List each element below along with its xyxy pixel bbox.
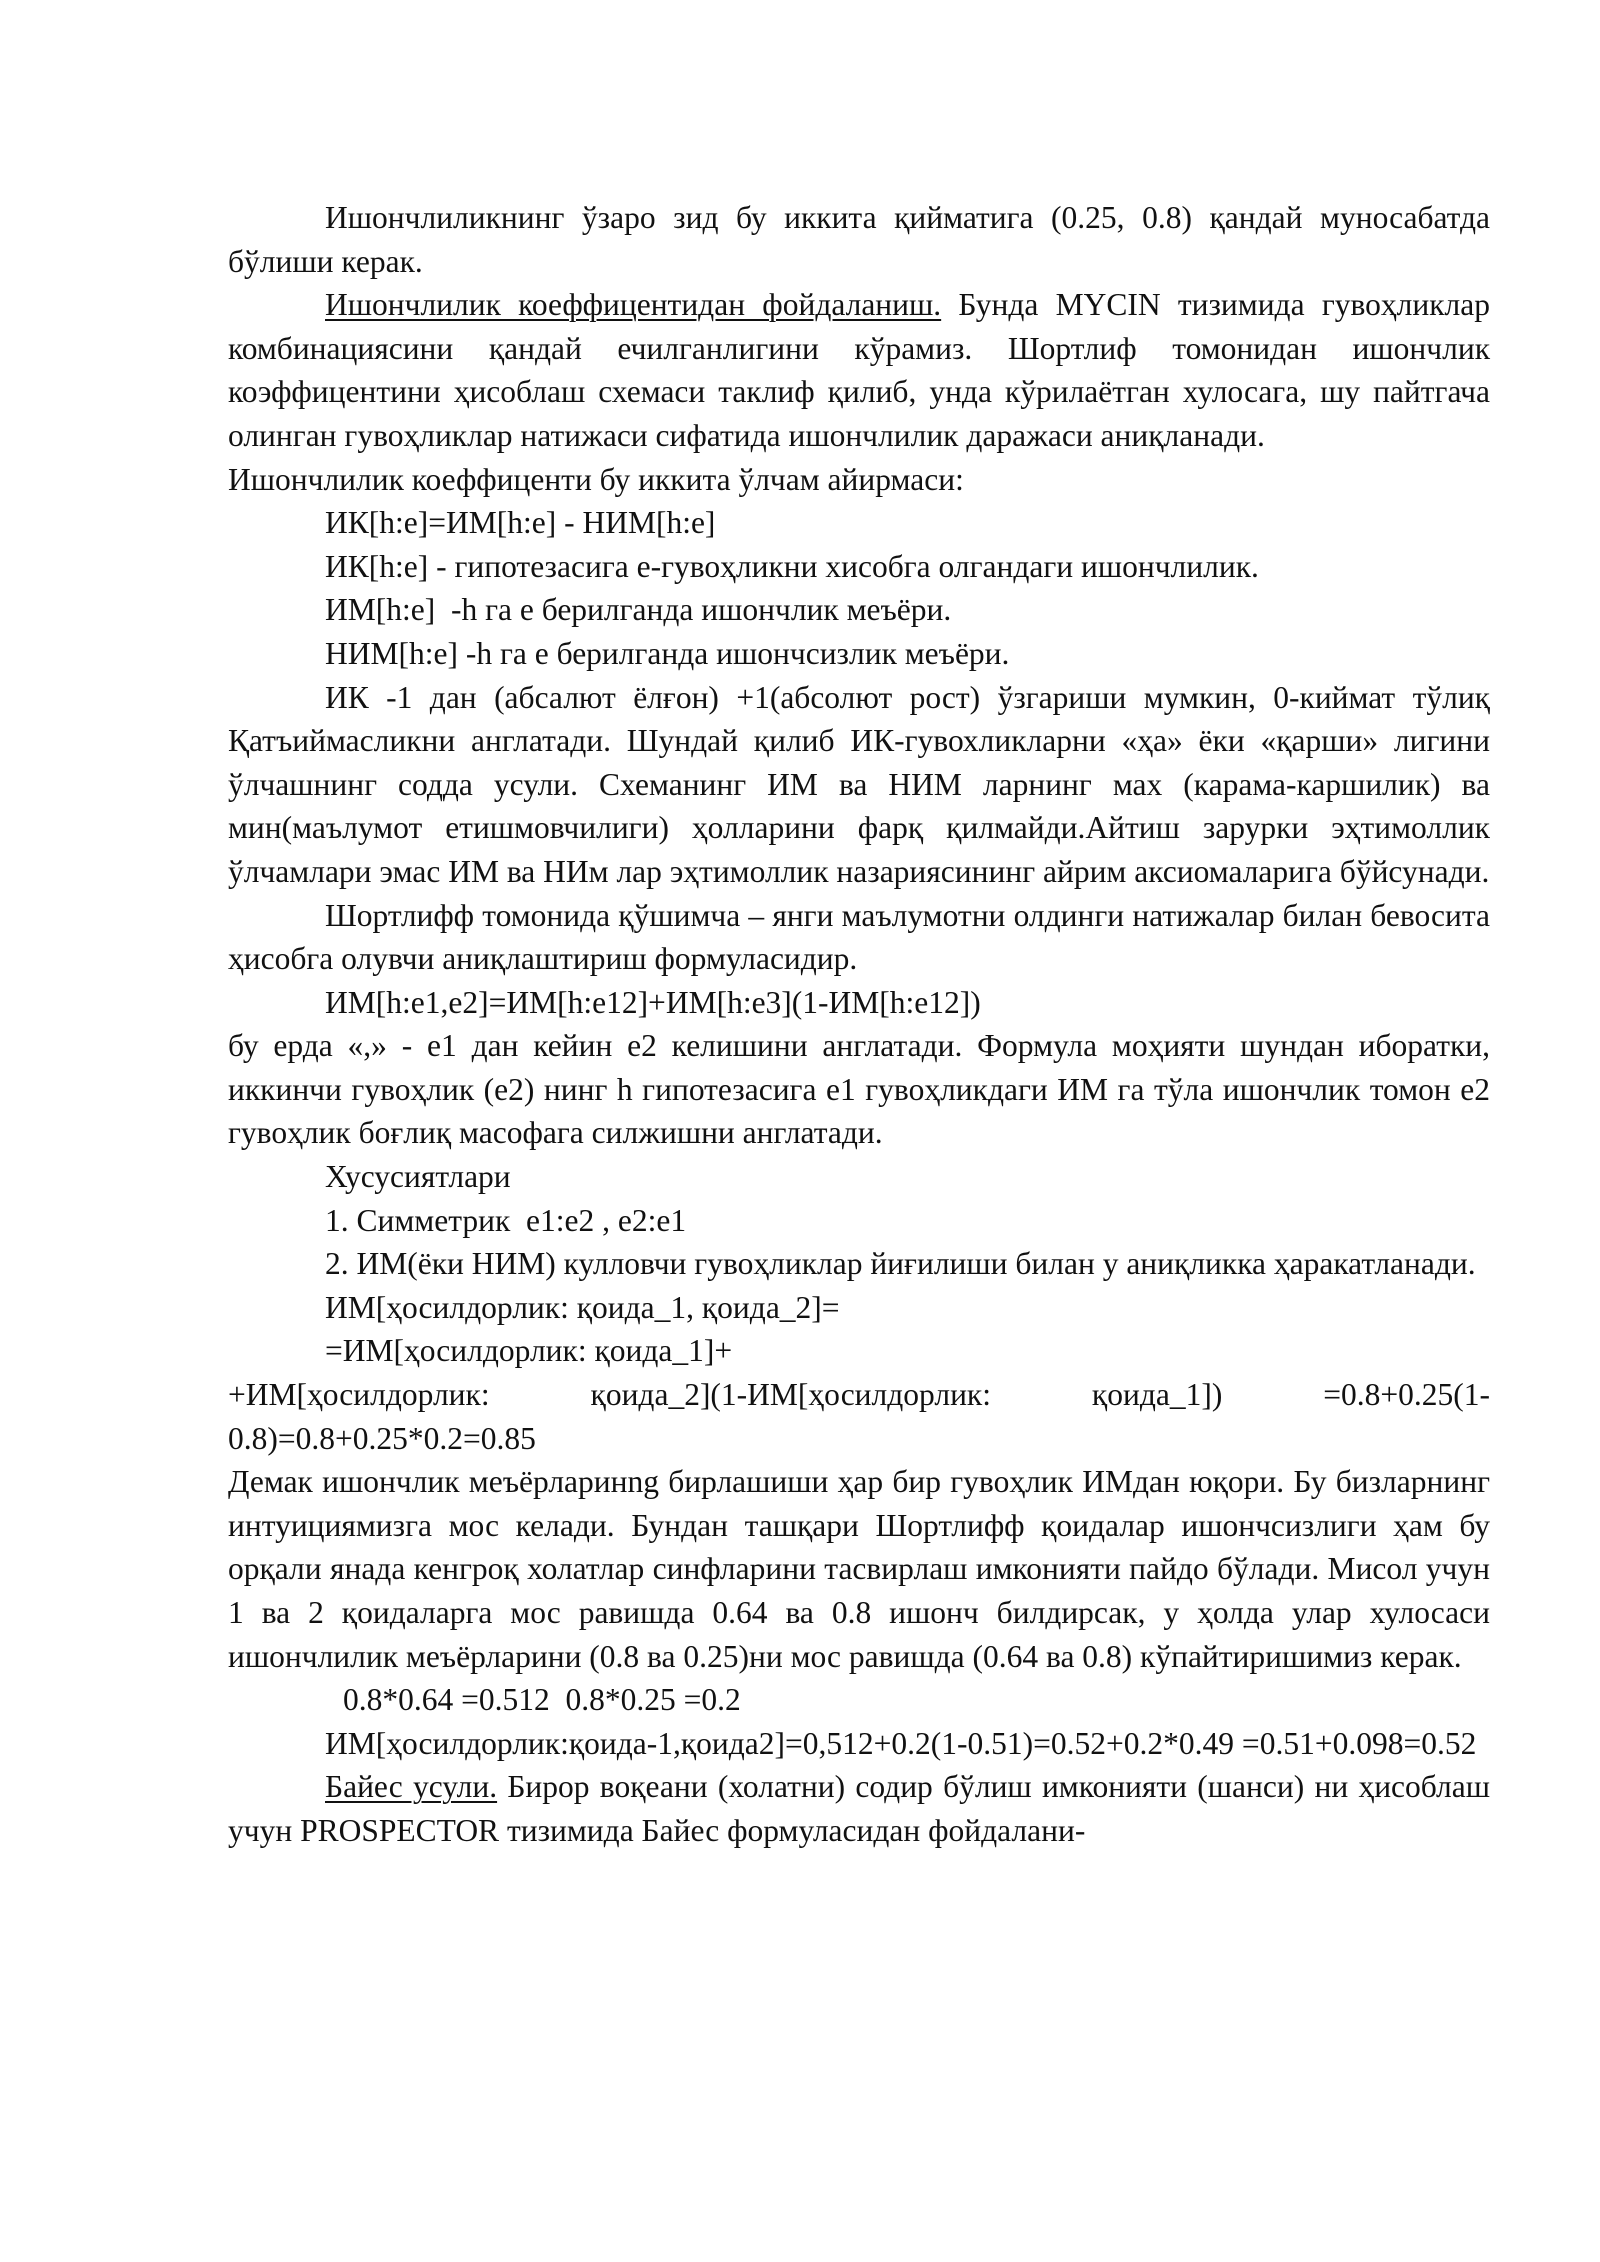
formula-5: ИМ[h:e1,e2]=ИМ[h:e12]+ИМ[h:e3](1-ИМ[h:e12]) (325, 984, 981, 1020)
document-page (228, 196, 1490, 1853)
formula-6: ИМ[ҳосилдорлик: қоида_1, қоида_2]= (325, 1289, 840, 1325)
paragraph-5: Шортлифф томонида қўшимча – янги маълумотни олдинги натижалар билан бевосита ҳисобга олувчи аниқлаштириш формуласидир. (228, 897, 1490, 977)
formula-9: 0.8*0.64 =0.512 0.8*0.25 =0.2 (343, 1682, 741, 1718)
paragraph-4: ИК -1 дан (абсалют ёлғон) +1(абсолют рост) ўзгариши мумкин, 0-киймат тўлиқ Қатъиймасликни англатади. Шундай қилиб ИК-гувохликларни «ҳа» ёки «қарши» лигини ўлчашнинг содда усули. Схеманинг ИМ ва НИМ ларнинг мах (карама-каршилик) ва мин(маълумот етишмовчилиги) ҳолларини фарқ қилмайди.Айтиш зарурки эҳтимоллик ўлчамлари эмас ИМ ва НИм лар эҳтимоллик назариясининг айрим аксиомаларига бўйсунади. (228, 679, 1490, 889)
formula-2: ИК[h:e] - гипотезасига е-гувоҳликни хисобга олгандаги ишончлилик. (325, 548, 1259, 584)
paragraph-6: бу ерда «,» - е1 дан кейин е2 келишини англатади. Формула моҳияти шундан иборатки, иккинчи гувоҳлик (е2) нинг h гипотезасига е1 гувоҳликдаги ИМ га тўла ишончлик томон е2 гувоҳлик боғлиқ масофага силжишни англатади. (228, 1028, 1490, 1151)
section-heading-bayes: Байес усули. (325, 1769, 498, 1805)
paragraph-1: Ишончлиликнинг ўзаро зид бу иккита қийматига (0.25, 0.8) қандай муносабатда бўлиши керак. (228, 200, 1490, 279)
formula-1: ИК[h:e]=ИМ[h:e] - НИМ[h:e] (325, 505, 716, 541)
formula-4: НИМ[h:e] -h га е берилганда ишончсизлик меъёри. (325, 635, 1010, 671)
formula-3: ИМ[h:e] -h га е берилганда ишончлик меъёри. (325, 592, 952, 628)
paragraph-2-text: Бунда MYCIN тизимида гувоҳликлар комбинациясини қандай ечилганлигини кўрамиз. Шортлиф томонидан ишончлик коэффицентини ҳисоблаш схемаси таклиф қилиб, унда кўрилаётган хулосага, шу пайтгача олинган гувоҳликлар натижаси сифатида ишончлилик даражаси аниқланади. (228, 287, 1490, 453)
paragraph-8 (228, 1765, 1490, 1852)
paragraph-8-text: Бирор воқеани (холатни) содир бўлиш имконияти (шанси) ни ҳисоблаш учун PROSPECTOR тизимида Байес формуласидан фойдалани- (228, 1769, 1490, 1848)
property-1: 1. Симметрик e1:e2 , e2:e1 (325, 1202, 687, 1238)
properties-heading: Хусусиятлари (325, 1159, 511, 1195)
property-2: 2. ИМ(ёки НИМ) кулловчи гувоҳликлар йиғилиши билан у аниқликка ҳаракатланади. (325, 1246, 1476, 1282)
paragraph-2 (228, 283, 1490, 457)
section-heading-certainty-factor: Ишончлилик коеффицентидан фойдаланиш. (325, 287, 942, 323)
formula-7: =ИМ[ҳосилдорлик: қоида_1]+ (325, 1333, 733, 1369)
paragraph-3: Ишончлилик коеффиценти бу иккита ўлчам айирмаси: (228, 461, 964, 497)
formula-10: ИМ[ҳосилдорлик:қоида-1,қоида2]=0,512+0.2(1-0.51)=0.52+0.2*0.49 =0.51+0.098=0.52 (325, 1725, 1477, 1761)
paragraph-7: Демак ишончлик меъёрларинng бирлашиши ҳар бир гувоҳлик ИМдан юқори. Бу бизларнинг интуициямизга мос келади. Бундан ташқари Шортлифф қоидалар ишончсизлиги ҳам бу орқали янада кенгроқ холатлар синфларини тасвирлаш имконияти пайдо бўлади. Мисол учун 1 ва 2 қоидаларга мос равишда 0.64 ва 0.8 ишонч билдирсак, у ҳолда улар хулосаси ишончлилик меъёрларини (0.8 ва 0.25)ни мос равишда (0.64 ва 0.8) кўпайтиришимиз керак. (228, 1464, 1490, 1674)
formula-8: +ИМ[ҳосилдорлик: қоида_2](1-ИМ[ҳосилдорлик: қоида_1]) =0.8+0.25(1-0.8)=0.8+0.25*0.2=0.85 (228, 1377, 1490, 1456)
